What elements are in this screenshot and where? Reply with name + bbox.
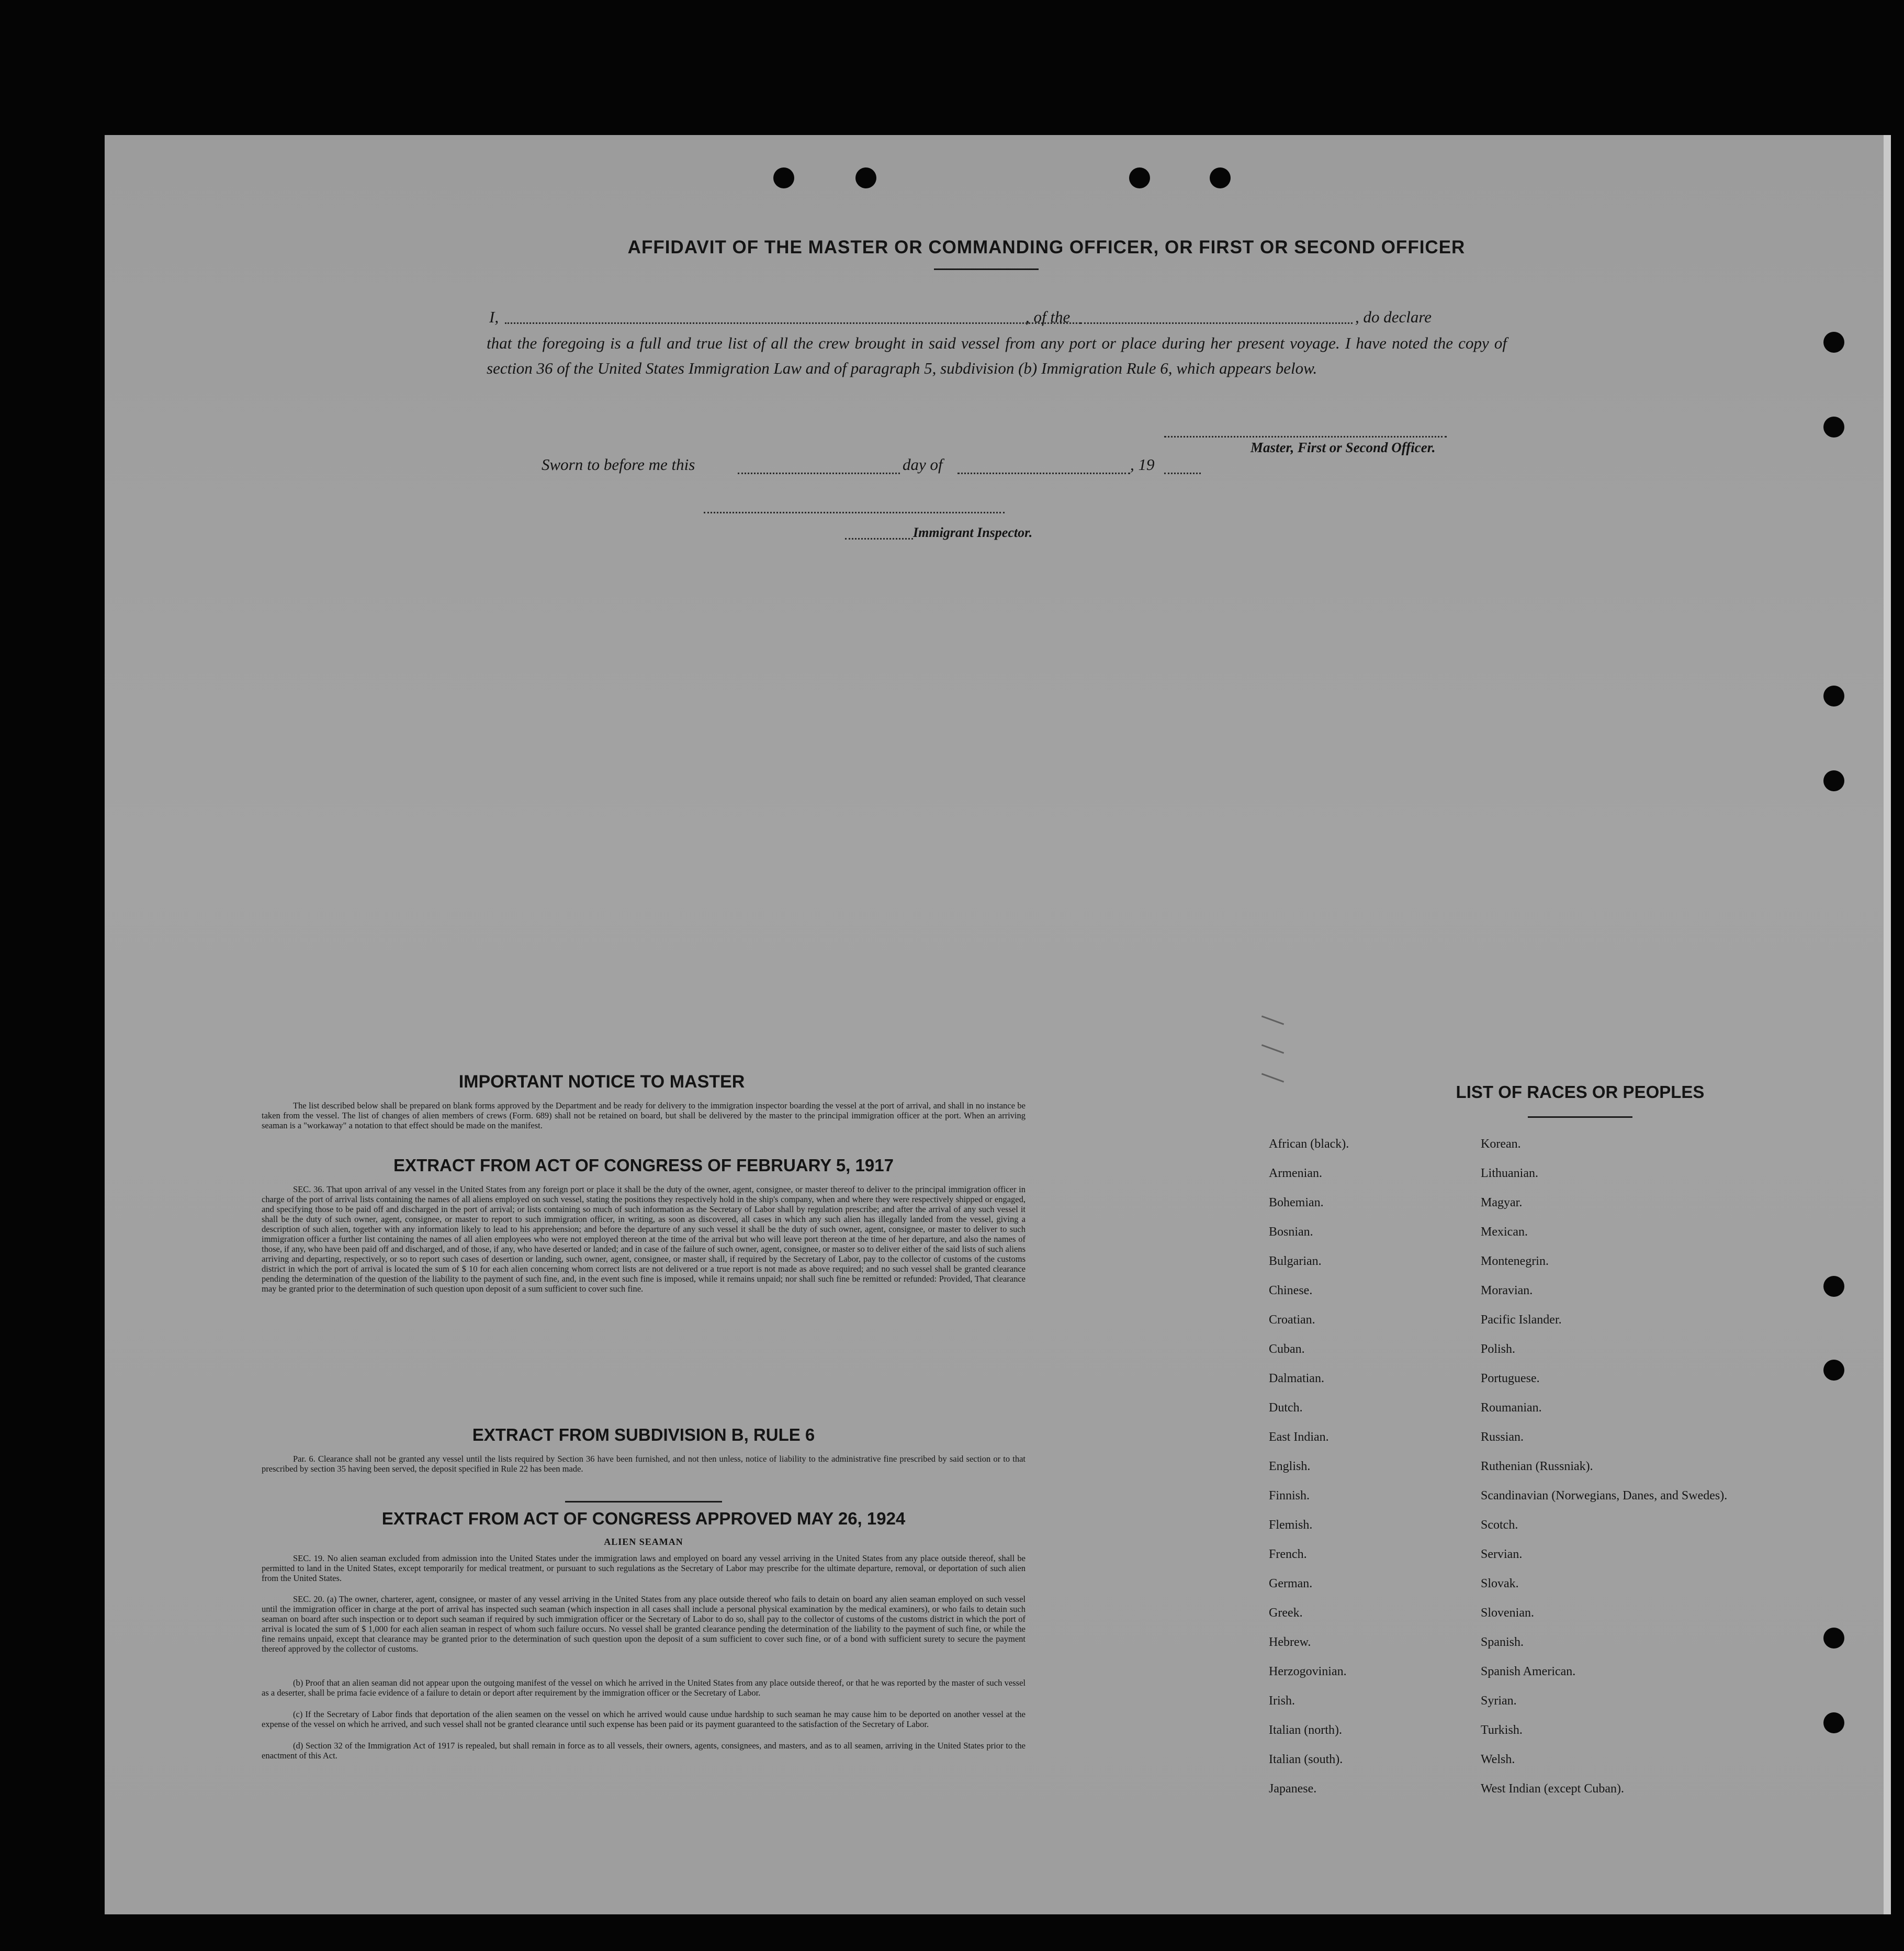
affidavit-body: that the foregoing is a full and true list of all the crew brought in said vessel from any port or place during her present voyage. I have noted the copy of section 36 of the United States Immigration Law and of paragraph 5, subdivision (b) Immigration Rule 6, which appears below.	[487, 334, 1507, 377]
sworn-day-blank	[738, 473, 900, 474]
race-item: Russian.	[1481, 1430, 1524, 1444]
race-item: Scotch.	[1481, 1518, 1518, 1532]
document-sheet	[105, 135, 1891, 1914]
race-item: Bohemian.	[1269, 1196, 1324, 1209]
race-item: Ruthenian (Russniak).	[1481, 1460, 1593, 1473]
extract-1924-sec20a: SEC. 20. (a) The owner, charterer, agent, consignee, or master of any vessel arriving in the United States from any place outside thereof who fails to detain on board any alien seaman employed on such vessel until the immigration officer in charge at the port of arrival has inspected such seaman (which inspection in all cases shall include a personal physical examination by the medical examiners), or who fails to detain such seaman on board after such inspection or to deport such seaman if required by such immigration officer or the Secretary of Labor to do so, shall pay to the collector of customs of the customs district in which the port of arrival is located the sum of $ 1,000 for each alien seaman in respect of whom such failure occurs. No vessel shall be granted clearance pending the determination of the liability to the payment of such fine, or while the fine remains unpaid, except that clearance may be granted prior to the determination of such question upon the deposit of a sum sufficient to cover such fine, or of a bond with sufficient surety to secure the payment thereof approved by the collector of customs.	[262, 1594, 1026, 1654]
pencil-mark	[1261, 1073, 1284, 1082]
race-item: West Indian (except Cuban).	[1481, 1782, 1624, 1796]
race-item: Spanish.	[1481, 1635, 1524, 1649]
race-item: Turkish.	[1481, 1723, 1523, 1737]
race-item: Moravian.	[1481, 1284, 1533, 1297]
race-item: Dalmatian.	[1269, 1372, 1324, 1385]
race-item: Italian (south).	[1269, 1753, 1343, 1766]
race-item: African (black).	[1269, 1137, 1349, 1151]
affidavit-of-the: , of the	[1026, 308, 1071, 326]
race-item: Lithuanian.	[1481, 1167, 1538, 1180]
race-item: Polish.	[1481, 1342, 1516, 1356]
punch-hole	[1823, 1628, 1844, 1649]
vessel-blank	[1080, 322, 1353, 324]
race-item: Croatian.	[1269, 1313, 1315, 1327]
title-underline	[934, 268, 1039, 270]
race-item: Welsh.	[1481, 1753, 1515, 1766]
races-title-underline	[1528, 1116, 1632, 1118]
extract-1924-sec20c: (c) If the Secretary of Labor finds that deportation of the alien seamen on the vessel on which he arrived would cause undue hardship to such seaman he may cause him to be deported on another vessel at the expense of the vessel on which he arrived, and such vessel shall not be granted clearance until such expense has been paid or its payment guaranteed to the satisfaction of the Secretary of Labor.	[262, 1709, 1026, 1729]
race-item: German.	[1269, 1577, 1313, 1590]
race-item: Korean.	[1481, 1137, 1521, 1151]
inspector-prefix-blank	[845, 538, 913, 540]
race-item: Japanese.	[1269, 1782, 1317, 1796]
punch-hole	[1129, 167, 1150, 188]
race-item: Slovenian.	[1481, 1606, 1534, 1620]
extract-1924-title: EXTRACT FROM ACT OF CONGRESS APPROVED MAY 26, 1924	[381, 1509, 906, 1528]
year-blank	[1164, 473, 1201, 474]
race-item: Servian.	[1481, 1548, 1523, 1561]
race-item: Mexican.	[1481, 1225, 1528, 1239]
race-item: East Indian.	[1269, 1430, 1329, 1444]
extract-1917-text: SEC. 36. That upon arrival of any vessel in the United States from any foreign port or place it shall be the duty of the owner, agent, consignee, or master thereof to deliver to the principal immigration officer in charge of the port of arrival lists containing the names of all aliens employed on such vessel, stating the positions they respectively hold in the ship's company, when and where they were respectively shipped or engaged, and specifying those to be paid off and discharged in the port of arrival; or lists containing so much of such information as the Secretary of Labor shall by regulation prescribe; and after the arrival of any such vessel it shall be the duty of such owner, agent, consignee, or master to report to such immigration officer, in writing, as soon as discovered, all cases in which any such alien has illegally landed from the vessel, giving a description of such alien, together with any information likely to lead to his apprehension; and before the departure of any such vessel it shall be the duty of such owner, agent, consignee, or master to deliver to such immigration officer a further list containing the names of all alien employees who were not employed thereon at the time of the arrival but who will leave port thereon at the time of her departure, and also the names of those, if any, who have been paid off and discharged, and of those, if any, who have deserted or landed; and in case of the failure of such owner, agent, consignee, or master so to deliver either of the said lists of such aliens arriving and departing, respectively, or so to report such cases of desertion or landing, such owner, agent, consignee, or master shall, if required by the Secretary of Labor, pay to the collector of customs of the customs district in which the port of arrival is located the sum of $ 10 for each alien concerning whom correct lists are not delivered or a true report is not made as above required; and no such vessel shall be granted clearance pending the determination of the question of the liability to the payment of such fine, and, in the event such fine is imposed, while it remains unpaid; nor shall such fine be remitted or refunded: Provided, That clearance may be granted prior to the determination of such question upon deposit of a sum sufficient to cover such fine.	[262, 1184, 1026, 1294]
notice-title: IMPORTANT NOTICE TO MASTER	[458, 1072, 745, 1092]
races-title: LIST OF RACES OR PEOPLES	[1456, 1082, 1705, 1102]
race-item: Syrian.	[1481, 1694, 1517, 1708]
race-item: Armenian.	[1269, 1167, 1322, 1180]
race-item: Flemish.	[1269, 1518, 1313, 1532]
race-item: Bosnian.	[1269, 1225, 1313, 1239]
name-blank	[505, 322, 1080, 324]
extract-1917-title: EXTRACT FROM ACT OF CONGRESS OF FEBRUARY 5, 1917	[393, 1156, 894, 1175]
year-text: , 19	[1130, 455, 1155, 474]
extract-1924-sec19: SEC. 19. No alien seaman excluded from admission into the United States under the immigration laws and employed on board any vessel arriving in the United States from any place outside thereof, shall be permitted to land in the United States, except temporarily for medical treatment, or pursuant to such regulations as the Secretary of Labor may prescribe for the ultimate departure, removal, or deportation of such alien from the United States.	[262, 1553, 1026, 1583]
race-item: Bulgarian.	[1269, 1254, 1322, 1268]
extract-rule6-text: Par. 6. Clearance shall not be granted any vessel until the lists required by Section 36 have been furnished, and not then unless, notice of liability to the administrative fine prescribed by said section or to that prescribed by section 35 having been served, the deposit specified in Rule 22 has been made.	[262, 1454, 1026, 1474]
inspector-signature-blank	[704, 512, 1005, 513]
sworn-text: Sworn to before me this	[542, 455, 695, 474]
race-item: Cuban.	[1269, 1342, 1305, 1356]
inspector-label: Immigrant Inspector.	[913, 525, 1033, 540]
punch-hole	[1823, 1276, 1844, 1297]
extract-1924-subtitle: ALIEN SEAMAN	[604, 1537, 683, 1547]
race-item: Chinese.	[1269, 1284, 1313, 1297]
punch-hole	[1823, 1712, 1844, 1733]
punch-hole	[1823, 686, 1844, 707]
affidavit-i: I,	[489, 308, 499, 326]
punch-hole	[1823, 332, 1844, 353]
pencil-mark	[1261, 1015, 1284, 1025]
race-item: Dutch.	[1269, 1401, 1303, 1415]
race-item: Pacific Islander.	[1481, 1313, 1562, 1327]
punch-hole	[1823, 417, 1844, 438]
affidavit-title: AFFIDAVIT OF THE MASTER OR COMMANDING OFFICER, OR FIRST OR SECOND OFFICER	[627, 237, 1466, 257]
race-item: Portuguese.	[1481, 1372, 1540, 1385]
affidavit-declare: , do declare	[1355, 308, 1432, 326]
race-item: Greek.	[1269, 1606, 1303, 1620]
extract-rule6-title: EXTRACT FROM SUBDIVISION B, RULE 6	[472, 1425, 815, 1444]
punch-hole	[773, 167, 794, 188]
signature-blank	[1164, 436, 1447, 438]
race-item: Herzogovinian.	[1269, 1665, 1347, 1678]
race-item: Scandinavian (Norwegians, Danes, and Swedes).	[1481, 1489, 1728, 1503]
extract-1924-sec20b: (b) Proof that an alien seaman did not appear upon the outgoing manifest of the vessel on which he arrived in the United States from any place outside thereof, or that he was reported by the master of such vessel as a deserter, shall be prima facie evidence of a failure to detain or deport after requirement by the immigration officer or the Secretary of Labor.	[262, 1678, 1026, 1698]
race-item: Hebrew.	[1269, 1635, 1311, 1649]
sworn-month-blank	[957, 473, 1130, 474]
pencil-mark	[1261, 1044, 1284, 1053]
race-item: Italian (north).	[1269, 1723, 1342, 1737]
race-item: Finnish.	[1269, 1489, 1310, 1503]
race-item: Montenegrin.	[1481, 1254, 1549, 1268]
punch-hole	[1210, 167, 1231, 188]
race-item: Irish.	[1269, 1694, 1295, 1708]
punch-hole	[1823, 1360, 1844, 1381]
race-item: English.	[1269, 1460, 1311, 1473]
day-of-text: day of	[903, 455, 943, 474]
section-divider	[565, 1501, 722, 1503]
extract-1924-sec20d: (d) Section 32 of the Immigration Act of 1917 is repealed, but shall remain in force as to all vessels, their owners, agents, consignees, and masters, and as to all seamen, arriving in the United States prior to the enactment of this Act.	[262, 1741, 1026, 1761]
race-item: Slovak.	[1481, 1577, 1519, 1590]
punch-hole	[1823, 770, 1844, 791]
signature-label: Master, First or Second Officer.	[1250, 440, 1436, 455]
race-item: Magyar.	[1481, 1196, 1523, 1209]
punch-hole	[855, 167, 876, 188]
race-item: Spanish American.	[1481, 1665, 1576, 1678]
race-item: Roumanian.	[1481, 1401, 1542, 1415]
race-item: French.	[1269, 1548, 1307, 1561]
notice-text: The list described below shall be prepared on blank forms approved by the Department and be ready for delivery to the immigration inspector boarding the vessel at the port of arrival, and shall in no instance be taken from the vessel. The list of changes of alien members of crews (Form. 689) shall not be retained on board, but shall be delivered by the master to the principal immigration officer at the port. When an arriving seaman is a "workaway" a notation to that effect should be made on the manifest.	[262, 1101, 1026, 1130]
